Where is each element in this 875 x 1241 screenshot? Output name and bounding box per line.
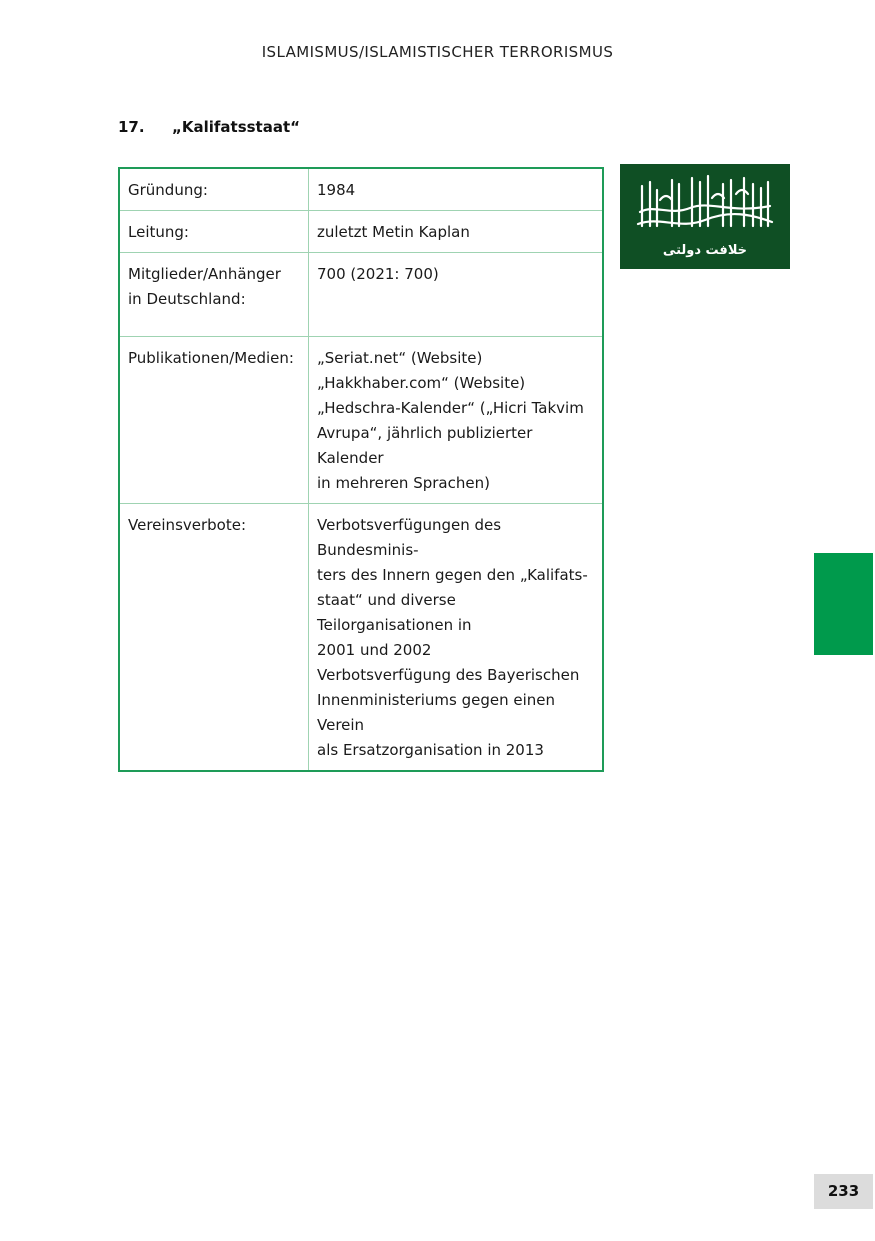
founding-label: Gründung: [119,168,309,211]
bans-line: als Ersatzorganisation in 2013 [317,741,544,759]
table-row-founding [119,168,603,211]
section-number: 17. [118,118,145,136]
publications-value [309,337,604,504]
table-row-members [119,253,603,337]
bans-label: Vereinsverbote: [119,504,309,772]
section-heading [118,118,300,136]
organization-facts-table [118,167,604,772]
flag-caption: خلافت دولتی [662,243,748,258]
publications-line: Avrupa“, jährlich publizierter Kalender [317,424,533,467]
members-label [119,253,309,337]
table-row-publications [119,337,603,504]
bans-line: Innenministeriums gegen einen Verein [317,691,556,734]
leadership-label: Leitung: [119,211,309,253]
page-number: 233 [814,1174,873,1209]
flag-calligraphy-icon [620,164,790,269]
bans-line: ters des Innern gegen den „Kalifats- [317,566,588,584]
leadership-value: zuletzt Metin Kaplan [309,211,604,253]
bans-line: 2001 und 2002 [317,641,432,659]
running-header: ISLAMISMUS/ISLAMISTISCHER TERRORISMUS [261,43,614,61]
bans-value [309,504,604,772]
members-value: 700 (2021: 700) [309,253,604,337]
publications-line: in mehreren Sprachen) [317,474,490,492]
bans-line: Verbotsverfügung des Bayerischen [317,666,580,684]
section-title: „Kalifatsstaat“ [172,118,301,136]
bans-line: Verbotsverfügungen des Bundesminis- [317,516,502,559]
publications-label: Publikationen/Medien: [119,337,309,504]
table-row-bans [119,504,603,772]
table-row-leadership [119,211,603,253]
publications-line: „Hedschra-Kalender“ („Hicri Takvim [317,399,584,417]
founding-value: 1984 [309,168,604,211]
bans-line: staat“ und diverse Teilorganisationen in [317,591,472,634]
chapter-color-tab [814,553,873,655]
members-label-line: in Deutschland: [128,290,246,308]
members-label-line: Mitglieder/Anhänger [128,265,281,283]
publications-line: „Seriat.net“ (Website) [317,349,483,367]
publications-line: „Hakkhaber.com“ (Website) [317,374,526,392]
organization-flag-image [620,164,790,269]
